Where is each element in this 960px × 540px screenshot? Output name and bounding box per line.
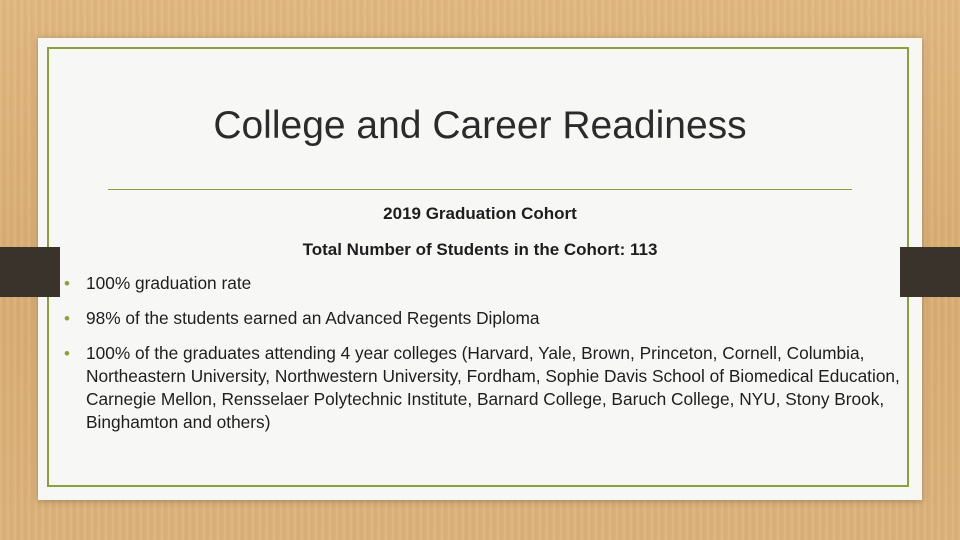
bullet-icon: • (64, 344, 70, 363)
bullet-icon: • (64, 274, 70, 293)
cohort-heading: 2019 Graduation Cohort (383, 204, 577, 223)
bullet-item (62, 307, 900, 330)
cohort-total: Total Number of Students in the Cohort: 113 (302, 240, 658, 259)
bullet-item (62, 272, 900, 295)
bullet-item (62, 342, 900, 434)
bullet-list (62, 272, 900, 446)
slide-title: College and Career Readiness (213, 104, 747, 147)
bullet-text: 98% of the students earned an Advanced Regents Diploma (86, 308, 540, 328)
bullet-text: 100% of the graduates attending 4 year colleges (Harvard, Yale, Brown, Princeton, Cornell, Columbia, Northeastern University, Northwestern University, Fordham, Sophie Davis School of Biomedical Education, Carnegie Mellon, Rensselaer Polytechnic Institute, Barnard College, Baruch College, NYU, Stony Brook, Binghamton and others) (86, 343, 900, 432)
bullet-icon: • (64, 309, 70, 328)
bullet-text: 100% graduation rate (86, 273, 252, 293)
title-divider (108, 189, 852, 190)
